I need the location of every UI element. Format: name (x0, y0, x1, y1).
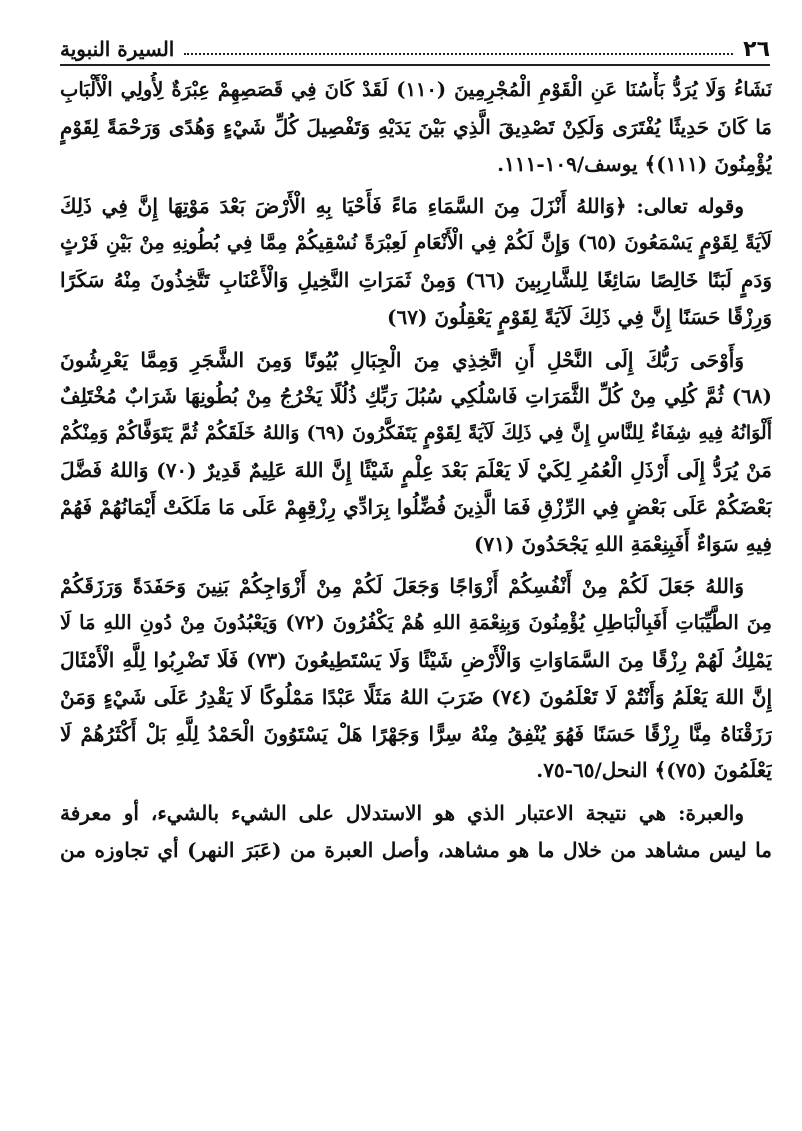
page-body (60, 72, 772, 869)
text-line: لَآيَةً لِقَوْمٍ يَسْمَعُونَ (٦٥) وَإِنَّ لَكُمْ فِي الْأَنْعَامِ لَعِبْرَةً نُسْقِيكُمْ مِمَّا فِي بُطُونِهِ مِنْ بَيْنِ فَرْثٍ (60, 231, 772, 255)
text-line: وَدَمٍ لَبَنًا خَالِصًا سَائِغًا لِلشَّارِبِينَ (٦٦) وَمِنْ ثَمَرَاتِ النَّخِيلِ وَالْأَعْنَابِ تَتَّخِذُونَ مِنْهُ سَكَرًا (60, 267, 772, 292)
text-line: نَشَاءُ وَلَا يُرَدُّ بَأْسُنَا عَنِ الْقَوْمِ الْمُجْرِمِينَ (١١٠) لَقَدْ كَانَ فِي قَصَصِهِمْ عِبْرَةٌ لِأُولِي الْأَلْبَابِ (60, 78, 772, 101)
page-number: ٢٦ (743, 36, 770, 62)
text-line: وَأَوْحَى رَبُّكَ إِلَى النَّحْلِ أَنِ اتَّخِذِي مِنَ الْجِبَالِ بُيُوتًا وَمِنَ الشَّجَرِ وَمِمَّا يَعْرِشُونَ (60, 347, 744, 372)
text-line: وَرِزْقًا حَسَنًا إِنَّ فِي ذَلِكَ لَآيَةً لِقَوْمٍ يَعْقِلُونَ (٦٧) (386, 304, 772, 329)
text-line: مِنَ الطَّيِّبَاتِ أَفَبِالْبَاطِلِ يُؤْمِنُونَ وَبِنِعْمَةِ اللهِ هُمْ يَكْفُرُونَ (٧٢) وَيَعْبُدُونَ مِنْ دُونِ اللهِ مَا لَا (60, 611, 772, 635)
text-line: مَا كَانَ حَدِيثًا يُفْتَرَى وَلَكِنْ تَصْدِيقَ الَّذِي بَيْنَ يَدَيْهِ وَتَفْصِيلَ كُلِّ شَيْءٍ وَهُدًى وَرَحْمَةً لِقَوْمٍ (60, 114, 772, 139)
text-line: فِيهِ سَوَاءٌ أَفَبِنِعْمَةِ اللهِ يَجْحَدُونَ (٧١) (474, 531, 772, 556)
text-line: يُؤْمِنُونَ (١١١)﴾ يوسف/١٠٩-١١١. (497, 151, 772, 176)
text-line: مَنْ يُرَدُّ إِلَى أَرْذَلِ الْعُمُرِ لِكَيْ لَا يَعْلَمَ بَعْدَ عِلْمٍ شَيْئًا إِنَّ اللهَ عَلِيمٌ قَدِيرٌ (٧٠) وَاللهُ فَضَّلَ (60, 457, 772, 482)
text-line: رَزَقْنَاهُ مِنَّا رِزْقًا حَسَنًا فَهُوَ يُنْفِقُ مِنْهُ سِرًّا وَجَهْرًا هَلْ يَسْتَوُونَ الْحَمْدُ لِلَّهِ بَلْ أَكْثَرُهُمْ لَا (60, 721, 772, 746)
text-line: إِنَّ اللهَ يَعْلَمُ وَأَنْتُمْ لَا تَعْلَمُونَ (٧٤) ضَرَبَ اللهُ مَثَلًا عَبْدًا مَمْلُوكًا لَا يَقْدِرُ عَلَى شَيْءٍ وَمَنْ (60, 684, 772, 709)
text-line: وقوله تعالى: ﴿وَاللهُ أَنْزَلَ مِنَ السَّمَاءِ مَاءً فَأَحْيَا بِهِ الْأَرْضَ بَعْدَ مَوْتِهَا إِنَّ فِي ذَلِكَ (60, 194, 744, 219)
header-dot-leader (184, 43, 733, 55)
text-line: والعبرة: هي نتيجة الاعتبار الذي هو الاستدلال على الشيء بالشيء، أو معرفة (60, 801, 744, 826)
running-header (60, 34, 770, 66)
text-line: أَلْوَانُهُ فِيهِ شِفَاءٌ لِلنَّاسِ إِنَّ فِي ذَلِكَ لَآيَةً لِقَوْمٍ يَتَفَكَّرُونَ (٦٩) وَاللهُ خَلَقَكُمْ ثُمَّ يَتَوَفَّاكُمْ وَمِنْكُمْ (60, 422, 772, 445)
text-line: وَاللهُ جَعَلَ لَكُمْ مِنْ أَنْفُسِكُمْ أَزْوَاجًا وَجَعَلَ لَكُمْ مِنْ أَزْوَاجِكُمْ بَنِينَ وَحَفَدَةً وَرَزَقَكُمْ (60, 574, 744, 599)
text-line: بَعْضَكُمْ عَلَى بَعْضٍ فِي الرِّزْقِ فَمَا الَّذِينَ فُضِّلُوا بِرَادِّي رِزْقِهِمْ عَلَى مَا مَلَكَتْ أَيْمَانُهُمْ فَهُمْ (60, 494, 772, 519)
text-line: يَمْلِكُ لَهُمْ رِزْقًا مِنَ السَّمَاوَاتِ وَالْأَرْضِ شَيْئًا وَلَا يَسْتَطِيعُونَ (٧٣) فَلَا تَضْرِبُوا لِلَّهِ الْأَمْثَالَ (60, 647, 772, 672)
text-line: (٦٨) ثُمَّ كُلِي مِنْ كُلِّ الثَّمَرَاتِ فَاسْلُكِي سُبُلَ رَبِّكِ ذُلُلًا يَخْرُجُ مِنْ بُطُونِهَا شَرَابٌ مُخْتَلِفٌ (60, 384, 772, 409)
text-line: ما ليس مشاهد من خلال ما هو مشاهد، وأصل العبرة من (عَبَرَ النهر) أي تجاوزه من (60, 837, 772, 862)
running-title: السيرة النبوية (60, 37, 175, 61)
text-line: يَعْلَمُونَ (٧٥)﴾ النحل/٦٥-٧٥. (536, 758, 772, 783)
